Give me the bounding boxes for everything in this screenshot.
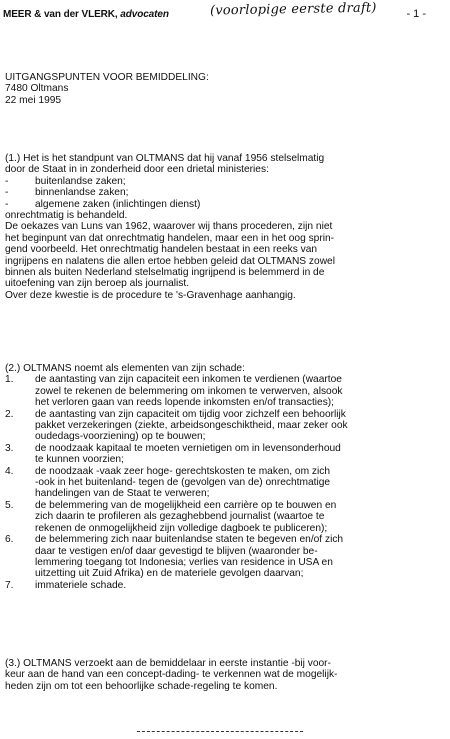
damage-item <box>5 580 445 591</box>
section-3-line: (3.) OLTMANS verzoekt aan de bemiddelaar in eerste instantie -bij voor- <box>5 658 331 669</box>
title-block <box>5 72 445 106</box>
section-3-line: keur aan de hand van een concept-dading- te verkennen wat de mogelijk- <box>5 669 338 681</box>
item-line: de noodzaak -vaak zeer hoge- gerechtskosten te maken, om zich <box>35 465 331 477</box>
ministry-bullet <box>5 176 445 187</box>
bullet-dash: - <box>5 175 9 187</box>
item-line: oudedags-voorziening) op te bouwen; <box>35 431 206 443</box>
section-1-paragraph-line: het beginpunt van dat onrechtmatig handelen, maar een in het oog sprin- <box>5 232 335 244</box>
item-number: 7. <box>5 579 14 591</box>
section-1-paragraph-line: ingrijpens en nalatens die allen ertoe hebben geleid dat OLTMANS zowel <box>5 255 335 267</box>
item-line: het verloren gaan van reeds lopende inkomsten en/of transacties); <box>35 397 335 409</box>
item-line: uitzetting uit Zuid Afrika) en de materiele gevolgen daarvan; <box>35 568 304 580</box>
section-1-paragraph-line: binnen als buiten Nederland stelselmatig ingrijpend is belemmerd in de <box>5 267 325 279</box>
ministry-label: buitenlandse zaken; <box>35 175 126 187</box>
closing-dashed-rule <box>137 731 303 732</box>
section-1-paragraph-line: uitoefening van zijn beroep als journalist. <box>5 278 190 290</box>
item-number: 3. <box>5 442 14 454</box>
section-3-line: heden zijn om tot een behoorlijke schade-regeling te komen. <box>5 680 278 692</box>
item-line: zowel te rekenen de belemmering om inkomen te verwerven, alsook <box>35 385 343 397</box>
ministry-label: binnenlandse zaken; <box>35 187 129 199</box>
item-line: immateriele schade. <box>35 579 127 591</box>
handwritten-draft-note: (voorlopige eerste draft) <box>209 0 377 19</box>
section-1-paragraph-line: De oekazes van Luns van 1962, waarover wij thans procederen, zijn niet <box>5 221 333 233</box>
item-line: zich daarin te profileren als gezaghebbend journalist (waartoe te <box>35 511 325 523</box>
item-line: de noodzaak kapitaal te moeten vernietigen om in levensonderhoud <box>35 442 341 454</box>
item-line: te kunnen voorzien; <box>35 454 124 466</box>
item-line: handelingen van de Staat te verweren; <box>35 488 210 500</box>
ministry-bullet <box>5 199 445 210</box>
item-line: -ook in het buitenland- tegen de (gevolgen van de) onrechtmatige <box>35 477 331 489</box>
section-1 <box>5 153 445 301</box>
document-title: UITGANGSPUNTEN VOOR BEMIDDELING: <box>5 72 209 83</box>
ministry-label: algemene zaken (inlichtingen dienst) <box>35 198 201 210</box>
item-line: lemmering toegang tot Indonesia; verlies van residence in USA en <box>35 556 333 568</box>
damage-item <box>5 409 445 443</box>
damage-item <box>5 374 445 408</box>
item-number: 5. <box>5 499 14 511</box>
section-1-line: onrechtmatig is behandeld. <box>5 209 128 221</box>
item-number: 1. <box>5 374 14 386</box>
damage-item <box>5 534 445 580</box>
firm-name-suffix: advocaten <box>120 9 169 20</box>
item-line: daar te vestigen en/of daar gevestigd te blijven (waaronder be- <box>35 545 318 557</box>
section-3 <box>5 658 445 692</box>
item-line: de aantasting van zijn capaciteit om tijdig voor zichzelf een behoorlijk <box>35 408 346 420</box>
document-date: 22 mei 1995 <box>5 94 62 106</box>
item-line: pakket verzekeringen (ziekte, arbeidsongeschiktheid, maar zeker ook <box>35 420 348 432</box>
damage-item <box>5 466 445 500</box>
ministry-bullet <box>5 187 445 198</box>
section-1-line: door de Staat in in zonderheid door een drietal ministeries: <box>5 164 269 176</box>
section-1-line: Over deze kwestie is de procedure te 's-Gravenhage aanhangig. <box>5 289 296 301</box>
case-reference: 7480 Oltmans <box>5 83 69 95</box>
item-number: 4. <box>5 465 14 477</box>
item-line: de aantasting van zijn capaciteit een inkomen te verdienen (waartoe <box>35 374 342 386</box>
section-1-paragraph-line: gend voorbeeld. Het onrechtmatig handelen bestaat in een reeks van <box>5 244 318 256</box>
section-2 <box>5 363 445 591</box>
section-1-line: (1.) Het is het standpunt van OLTMANS dat hij vanaf 1956 stelselmatig <box>5 153 325 164</box>
bullet-dash: - <box>5 187 9 199</box>
page-number: - 1 - <box>406 8 426 20</box>
item-line: de belemmering zich naar buitenlandse staten te begeven en/of zich <box>35 534 344 546</box>
item-number: 6. <box>5 534 14 546</box>
letterhead <box>3 0 448 24</box>
item-line: rekenen de onmogelijkheid zijn volledige dagboek te publiceren); <box>35 522 328 534</box>
firm-name <box>3 9 169 20</box>
damage-item <box>5 443 445 466</box>
item-number: 2. <box>5 408 14 420</box>
firm-name-main: MEER & van der VLERK, <box>3 9 118 20</box>
damage-item <box>5 500 445 534</box>
section-2-intro: (2.) OLTMANS noemt als elementen van zijn schade: <box>5 363 245 374</box>
item-line: de belemmering van de mogelijkheid een carrière op te bouwen en <box>35 499 337 511</box>
bullet-dash: - <box>5 198 9 210</box>
